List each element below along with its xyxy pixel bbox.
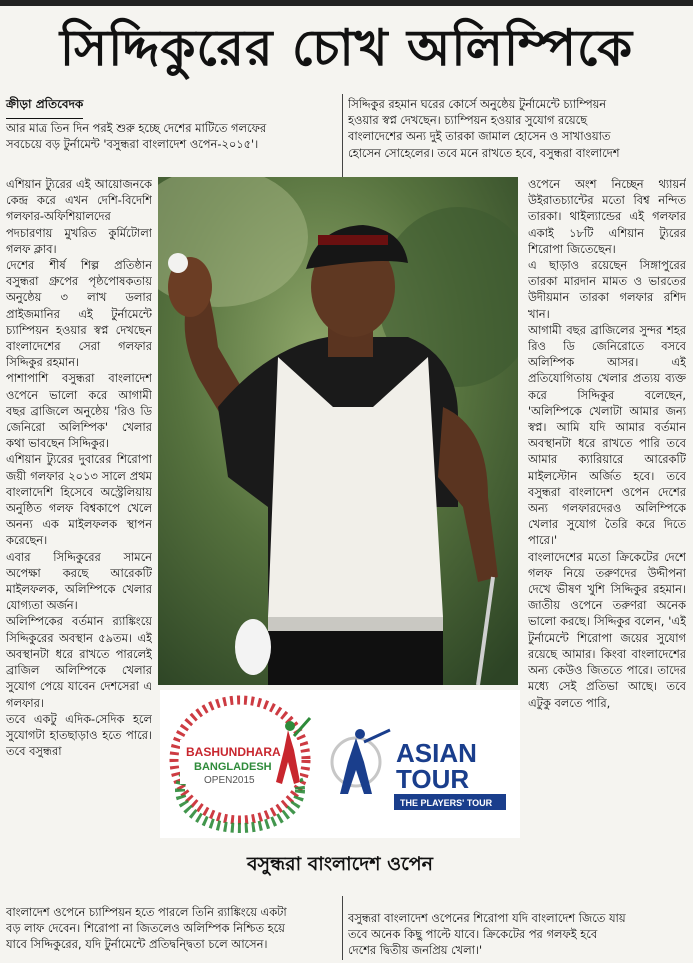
paragraph: তবে একটু এদিক-সেদিক হলে সুযোগটা হাতছাড়াও হতে পারে। তবে বসুন্ধরা <box>6 711 152 759</box>
paragraph: এবার সিদ্দিকুরের সামনে অপেক্ষা করছে আরেকটি মাইলফলক, অলিম্পিকে খেলার যোগ্যতা অর্জন। <box>6 549 152 613</box>
left-bottom-text <box>6 904 338 960</box>
left-column <box>6 176 152 902</box>
asian-tour-logo <box>332 729 506 810</box>
paragraph: দেশের শীর্ষ শিল্প প্রতিষ্ঠান বসুন্ধরা গ্রুপের পৃষ্ঠপোষকতায় অনুষ্ঠেয় ৩ লাখ ডলার প্রাইজমানির এই টুর্নামেন্টে চ্যাম্পিয়ন হওয়ার স্বপ্ন দেখছেন বাংলাদেশের সেরা গলফার সিদ্দিকুর রহমান। <box>6 258 152 370</box>
text-line: আর মাত্র তিন দিন পরই শুরু হচ্ছে দেশের মাটিতে গলফের <box>6 121 267 135</box>
logo-caption: বসুন্ধরা বাংলাদেশ ওপেন <box>246 853 433 875</box>
golfer-illustration <box>158 177 518 685</box>
text-line: হোসেন সোহেলের। তবে মনে রাখতে হবে, বসুন্ধরা বাংলাদেশ <box>348 145 620 160</box>
logo-strip <box>160 690 520 838</box>
text-line: হওয়ার স্বপ্ন দেখছেন। চ্যাম্পিয়ন হওয়ার সুযোগ রয়েছে <box>348 113 588 128</box>
asian-text: ASIAN <box>396 738 477 768</box>
paragraph: ওপেনে অংশ নিচ্ছেন থ্যায়র্ন উইরাতচ্যান্টের মতো বিশ্ব নন্দিত তারকা। থাইল্যান্ডের এই গলফার একাই ১৮টি এশিয়ান ট্যুরের শিরোপা জিতেছেন। <box>528 177 686 256</box>
text-line: দেশের দ্বিতীয় জনপ্রিয় খেলা।' <box>348 943 483 957</box>
paragraph: এ ছাড়াও রয়েছেন সিঙ্গাপুরের তারকা মারদান মামত ও ভারতের উদীয়মান তারকা গলফার রশিদ খান। <box>528 258 686 321</box>
golfer-photo <box>158 177 518 685</box>
text-line: সবচেয়ে বড় টুর্নামেন্ট 'বসুন্ধরা বাংলাদেশ ওপেন-২০১৫'। <box>6 137 259 152</box>
tour-text: TOUR <box>396 764 470 794</box>
asian-tour-tagline: THE PLAYERS' TOUR <box>400 798 493 808</box>
paragraph: পাশাপাশি বসুন্ধরা বাংলাদেশ ওপেনে ভালো করে আগামী বছর ব্রাজিলে অনুষ্ঠেয় 'রিও ডি জেনিরো অলিম্পিক' খেলার কথা ভাবছেন সিদ্দিকুর। <box>6 371 152 451</box>
bashundhara-line3: OPEN2015 <box>204 775 255 786</box>
sponsor-logos <box>160 690 520 838</box>
paragraph: এশিয়ান ট্যুরের এই আয়োজনকে কেন্দ্র করে এখন দেশি-বিদেশি গলফার-অফিশিয়ালদের পদচারণায় মুখরিত কুর্মিটোলা গলফ ক্লাব। <box>6 177 152 256</box>
left-intro <box>6 120 336 172</box>
paragraph: আগামী বছর ব্রাজিলের সুন্দর শহর রিও ডি জেনিরোতে বসবে অলিম্পিক আসর। এই প্রতিযোগিতায় খেলার প্রত্যয় ব্যক্ত করে সিদ্দিকুর বলেছেন, 'অলিম্পিকে খেলাটা আমার জন্য স্বপ্ন। আমি যদি আমার বর্তমান অবস্থানটা ধরে রাখতে পারি তবে আমার ক্যারিয়ারে আরেকটি মাইলস্টোন অর্জিত হবে। তবে বসুন্ধরা বাংলাদেশ ওপেন দেশের অন্য গলফারদেরও অলিম্পিকে খেলার সুযোগ তৈরি করে দিতে পারে।' <box>528 322 686 548</box>
bashundhara-logo <box>174 700 310 828</box>
right-column <box>528 176 686 904</box>
text-line: বাংলাদেশ ওপেনে চ্যাম্পিয়ন হতে পারলে তিনি র‌্যাঙ্কিংয়ে একটা <box>6 905 287 919</box>
right-bottom-text <box>348 910 688 960</box>
top-rule <box>0 0 693 6</box>
text-line: বড় লাফ দেবেন। শিরোপা না জিতলেও অলিম্পিক নিশ্চিত হয়ে <box>6 921 285 935</box>
text-line: বসুন্ধরা বাংলাদেশ ওপেনের শিরোপা যদি বাংলাদেশ জিতে যায় <box>348 911 626 925</box>
paragraph: বাংলাদেশের মতো ক্রিকেটের দেশে গলফ নিয়ে তরুণদের উদ্দীপনা দেখে ভীষণ খুশি সিদ্দিকুর রহমান। জাতীয় ওপেনে তরুণরা অনেক ভালো করছে। সিদ্দিকুর বলেন, 'এই টুর্নামেন্টে শিরোপা জয়ের সুযোগ রয়েছে আমার। কিংবা বাংলাদেশের অন্য কেউও জিততে পারে। তাদের মধ্যে সেই প্রতিভা আছে। তবে এটুকু বলতে পারি, <box>528 549 686 710</box>
bashundhara-line1: BASHUNDHARA <box>186 745 281 759</box>
right-intro <box>348 96 688 174</box>
column-divider <box>342 896 343 960</box>
paragraph: অলিম্পিকের বর্তমান র‌্যাঙ্কিংয়ে সিদ্দিকুরের অবস্থান ৫৯তম। এই অবস্থানটা ধরে রাখতে পারলেই ব্রাজিল অলিম্পিকে খেলার সুযোগ পেয়ে যাবেন দেশসেরা এ গলফার। <box>6 614 152 710</box>
column-divider <box>342 94 343 178</box>
text-line: বাংলাদেশের অন্য দুই তারকা জামাল হোসেন ও সাখাওয়াত <box>348 129 611 144</box>
paragraph: এশিয়ান ট্যুরের দুবারের শিরোপা জয়ী গলফার ২০১৩ সালে প্রথম বাংলাদেশি হিসেবে অস্ট্রেলিয়ায় অনুষ্ঠিত গলফ বিশ্বকাপে খেলে অনন্য এক মাইলফলক স্থাপন করেছেন। <box>6 452 152 548</box>
headline: সিদ্দিকুরের চোখ অলিম্পিকে <box>59 19 634 77</box>
text-line: তবে অনেক কিছু পাল্টে যাবে। ক্রিকেটের পর গলফই হবে <box>348 927 598 941</box>
text-line: সিদ্দিকুর রহমান ঘরের কোর্সে অনুষ্ঠেয় টুর্নামেন্টে চ্যাম্পিয়ন <box>348 97 607 111</box>
bashundhara-line2: BANGLADESH <box>194 761 272 773</box>
byline: ক্রীড়া প্রতিবেদক <box>6 96 83 119</box>
text-line: যাবে সিদ্দিকুরের, যদি টুর্নামেন্টে প্রতিদ্বন্দ্বিতা চলে আসেন। <box>6 937 268 951</box>
